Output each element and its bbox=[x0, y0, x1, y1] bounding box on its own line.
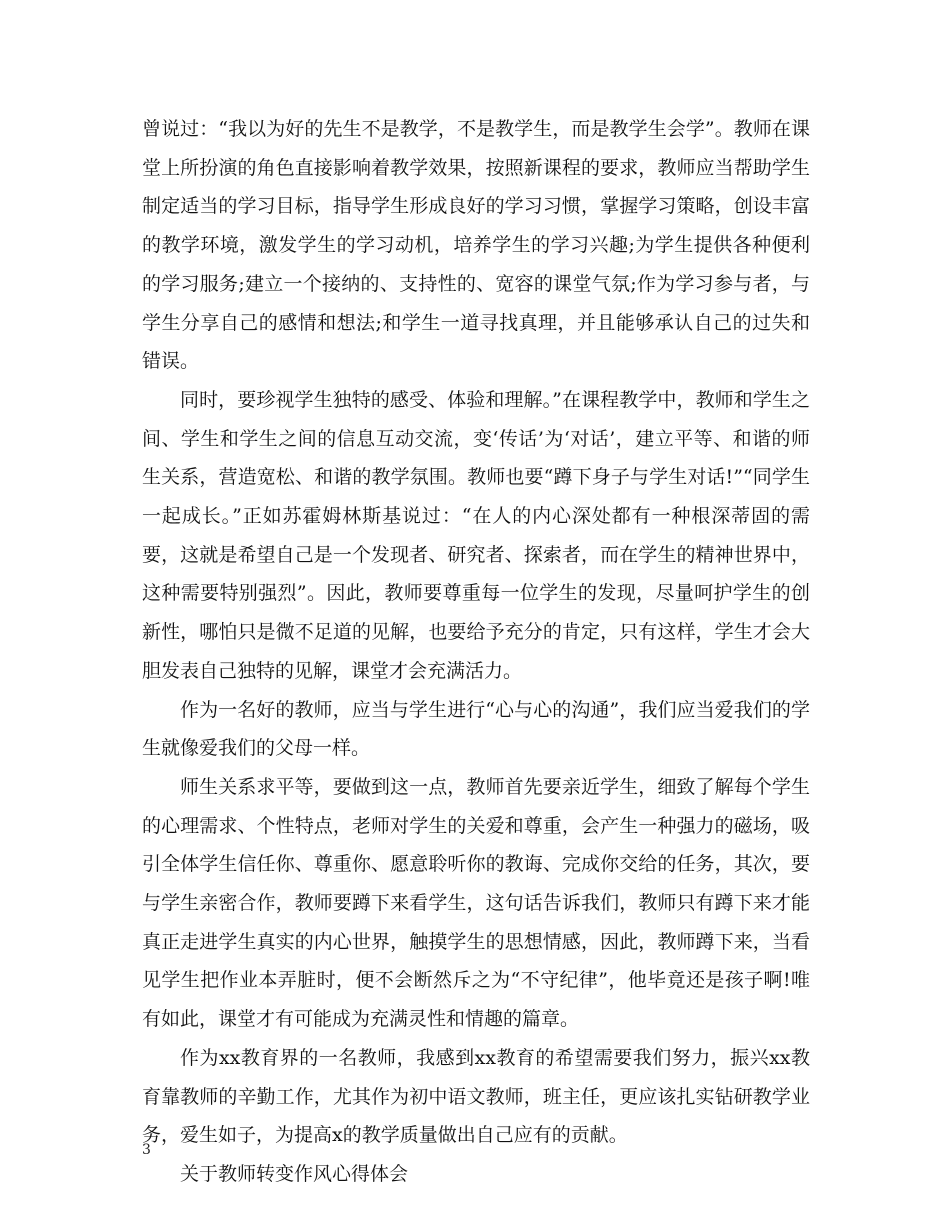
paragraph-3: 作为一名好的教师，应当与学生进行“心与心的沟通”，我们应当爱我们的学生就像爱我们的父母一样。 bbox=[142, 698, 810, 760]
page-number: 3 bbox=[142, 1142, 151, 1158]
paragraph-6-heading: 关于教师转变作风心得体会 bbox=[180, 1162, 409, 1185]
paragraph-1: 曾说过：“我以为好的先生不是教学，不是教学生，而是教学生会学”。教师在课堂上所扮演的角色直接影响着教学效果，按照新课程的要求，教师应当帮助学生制定适当的学习目标，指导学生形成良好的学习习惯，掌握学习策略，创设丰富的教学环境，激发学生的学习动机，培养学生的学习兴趣;为学生提供各种便利的学习服务;建立一个接纳的、支持性的、宽容的课堂气氛;作为学习参与者，与学生分享自己的感情和想法;和学生一道寻找真理，并且能够承认自己的过失和错误。 bbox=[142, 118, 810, 373]
paragraph-5: 作为xx教育界的一名教师，我感到xx教育的希望需要我们努力，振兴xx教育靠教师的辛勤工作，尤其作为初中语文教师，班主任，更应该扎实钻研教学业务，爱生如子，为提高x的教学质量做出自己应有的贡献。 bbox=[142, 1046, 810, 1147]
paragraph-2: 同时，要珍视学生独特的感受、体验和理解。”在课程教学中，教师和学生之间、学生和学生之间的信息互动交流，变‘传话’为‘对话’，建立平等、和谐的师生关系，营造宽松、和谐的教学氛围。教师也要“蹲下身子与学生对话!”“同学生一起成长。”正如苏霍姆林斯基说过：“在人的内心深处都有一种根深蒂固的需要，这就是希望自己是一个发现者、研究者、探索者，而在学生的精神世界中，这种需要特别强烈”。因此，教师要尊重每一位学生的发现，尽量呵护学生的创新性，哪怕只是微不足道的见解，也要给予充分的肯定，只有这样，学生才会大胆发表自己独特的见解，课堂才会充满活力。 bbox=[142, 388, 810, 682]
paragraph-4: 师生关系求平等，要做到这一点，教师首先要亲近学生，细致了解每个学生的心理需求、个性特点，老师对学生的关爱和尊重，会产生一种强力的磁场，吸引全体学生信任你、尊重你、愿意聆听你的教诲、完成你交给的任务，其次，要与学生亲密合作，教师要蹲下来看学生，这句话告诉我们，教师只有蹲下来才能真正走进学生真实的内心世界，触摸学生的思想情感，因此，教师蹲下来，当看见学生把作业本弄脏时，便不会断然斥之为“不守纪律”，他毕竟还是孩子啊!唯有如此，课堂才有可能成为充满灵性和情趣的篇章。 bbox=[142, 775, 810, 1031]
document-body bbox=[142, 110, 810, 1194]
